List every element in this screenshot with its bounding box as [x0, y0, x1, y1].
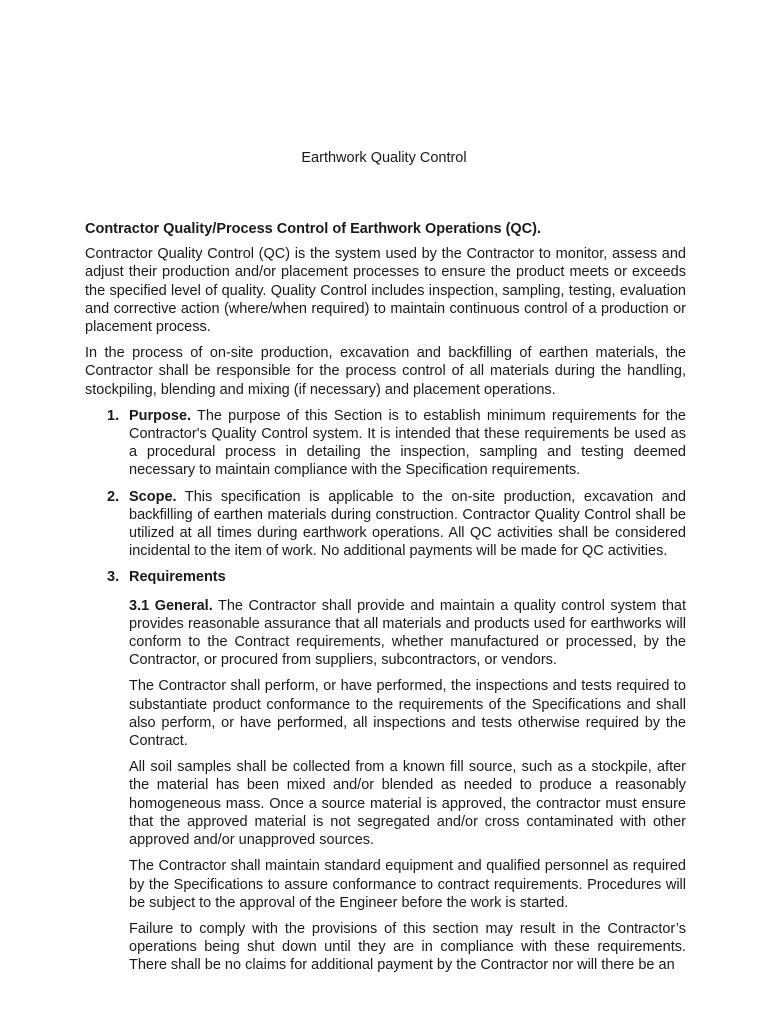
list-item-purpose — [85, 407, 686, 480]
list-item-label: Requirements — [129, 569, 226, 586]
list-item-requirements — [85, 568, 686, 586]
requirements-paragraph-4: Failure to comply with the provisions of this section may result in the Contractor’s operations being shut down until they are in compliance with these requirements. There shall be no claims for additional payment by the Contractor nor will there be an — [129, 920, 686, 974]
list-item-label: Scope. — [129, 488, 177, 505]
section-heading: Contractor Quality/Process Control of Earthwork Operations (QC). — [85, 221, 542, 237]
requirements-paragraph-1: The Contractor shall perform, or have performed, the inspections and tests required to substantiate product conformance to the requirements of the Specifications and shall also perform, or have performed, all inspections and tests otherwise required by the Contract. — [129, 678, 686, 750]
list-number: 2. — [107, 488, 120, 505]
document-body — [85, 220, 686, 983]
intro-paragraph-1: Contractor Quality Control (QC) is the system used by the Contractor to monitor, assess and adjust their production and/or placement processes to ensure the product meets or exceeds the specified level of quality. Quality Control includes inspection, sampling, testing, evaluation and corrective action (where/when required) to maintain continuous control of a production or placement process. — [85, 246, 686, 336]
requirements-paragraph-3: The Contractor shall maintain standard equipment and qualified personnel as required by the Specifications to assure conformance to contract requirements. Procedures will be subject to the approval of the Engineer before the work is started. — [129, 858, 686, 911]
list-item-scope — [85, 488, 686, 561]
list-number: 3. — [107, 569, 120, 586]
requirements-paragraph-2: All soil samples shall be collected from a known fill source, such as a stockpile, after the material has been mixed and/or blended as needed to produce a reasonably homogeneous mass. Once a source material is approved, the contractor must ensure that the approved material is not segregated and/or cross contaminated with other approved and/or unapproved sources. — [129, 759, 686, 849]
general-label: 3.1 General. — [129, 597, 213, 614]
list-item-text: The purpose of this Section is to establish minimum requirements for the Contractor's Quality Control system. It is intended that these requirements be used as a procedural process in detailing the inspection, sampling and testing deemed necessary to maintain compliance with the Specification requirements. — [129, 407, 686, 479]
general-text: The Contractor shall provide and maintain a quality control system that provides reasonable assurance that all materials and products used for earthworks will conform to the Contract requirements, whether manufactured or processed, by the Contractor, or procured from suppliers, subcontractors, or vendors. — [129, 597, 687, 669]
intro-paragraph-2: In the process of on-site production, excavation and backfilling of earthen materials, the Contractor shall be responsible for the process control of all materials during the handling, stockpiling, blending and mixing (if necessary) and placement operations. — [85, 345, 686, 398]
general-paragraph — [129, 597, 686, 670]
document-title: Earthwork Quality Control — [301, 150, 467, 166]
list-item-label: Purpose. — [129, 407, 192, 424]
list-number: 1. — [107, 407, 120, 424]
requirements-subsection — [85, 597, 686, 975]
list-item-text: This specification is applicable to the on-site production, excavation and backfilling of earthen materials during construction. Contractor Quality Control shall be utilized at all times during earthwork operations. All QC activities shall be considered incidental to the item of work. No additional payments will be made for QC activities. — [129, 488, 686, 560]
